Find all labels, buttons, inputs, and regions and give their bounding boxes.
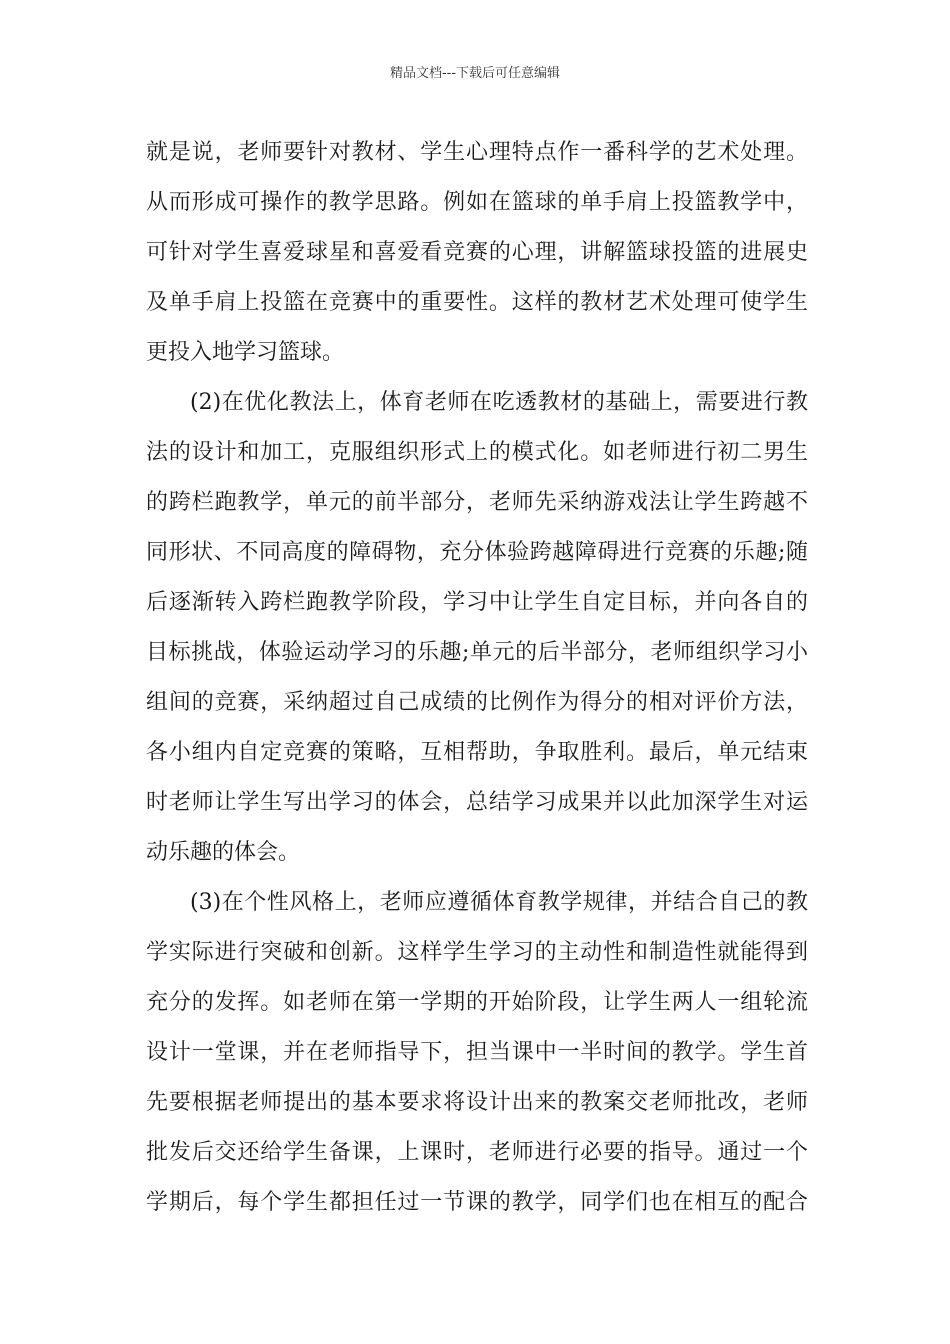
text-line: 的跨栏跑教学，单元的前半部分，老师先采纳游戏法让学生跨越不 [146,490,808,515]
text-line: 同形状、不同高度的障碍物，充分体验跨越障碍进行竞赛的乐趣;随 [146,540,808,565]
text-line: 先要根据老师提出的基本要求将设计出来的教案交老师批改，老师 [146,1090,808,1115]
text-line: 批发后交还给学生备课，上课时，老师进行必要的指导。通过一个 [146,1140,808,1165]
text-line: 动乐趣的体会。 [146,840,301,865]
text-line: 学实际进行突破和创新。这样学生学习的主动性和制造性就能得到 [146,940,808,965]
text-line: 从而形成可操作的教学思路。例如在篮球的单手肩上投篮教学中， [146,190,808,215]
text-line: 后逐渐转入跨栏跑教学阶段，学习中让学生自定目标，并向各自的 [146,590,808,615]
document-body [146,128,808,1228]
text-line: 各小组内自定竞赛的策略，互相帮助，争取胜利。最后，单元结束 [146,740,808,765]
text-line: 可针对学生喜爱球星和喜爱看竞赛的心理，讲解篮球投篮的进展史 [146,240,808,265]
text-line: 组间的竞赛，采纳超过自己成绩的比例作为得分的相对评价方法， [146,690,808,715]
text-line: 充分的发挥。如老师在第一学期的开始阶段，让学生两人一组轮流 [146,990,808,1015]
paragraph-2 [146,378,808,878]
text-line: 及单手肩上投篮在竞赛中的重要性。这样的教材艺术处理可使学生 [146,290,808,315]
text-line: 目标挑战，体验运动学习的乐趣;单元的后半部分，老师组织学习小 [146,640,808,665]
text-line: 时老师让学生写出学习的体会，总结学习成果并以此加深学生对运 [146,790,808,815]
text-line: 就是说，老师要针对教材、学生心理特点作一番科学的艺术处理。 [146,140,808,165]
paragraph-3 [146,878,808,1228]
text-line: 法的设计和加工，克服组织形式上的模式化。如老师进行初二男生 [146,440,808,465]
text-line: 更投入地学习篮球。 [146,340,345,365]
text-line: 学期后，每个学生都担任过一节课的教学，同学们也在相互的配合 [146,1190,808,1215]
text-line: (3)在个性风格上，老师应遵循体育教学规律，并结合自己的教 [190,890,808,915]
text-line: 设计一堂课，并在老师指导下，担当课中一半时间的教学。学生首 [146,1040,808,1065]
paragraph-1 [146,128,808,378]
page-header: 精品文档---下载后可任意编辑 [389,66,561,81]
text-line: (2)在优化教法上，体育老师在吃透教材的基础上，需要进行教 [190,390,808,415]
